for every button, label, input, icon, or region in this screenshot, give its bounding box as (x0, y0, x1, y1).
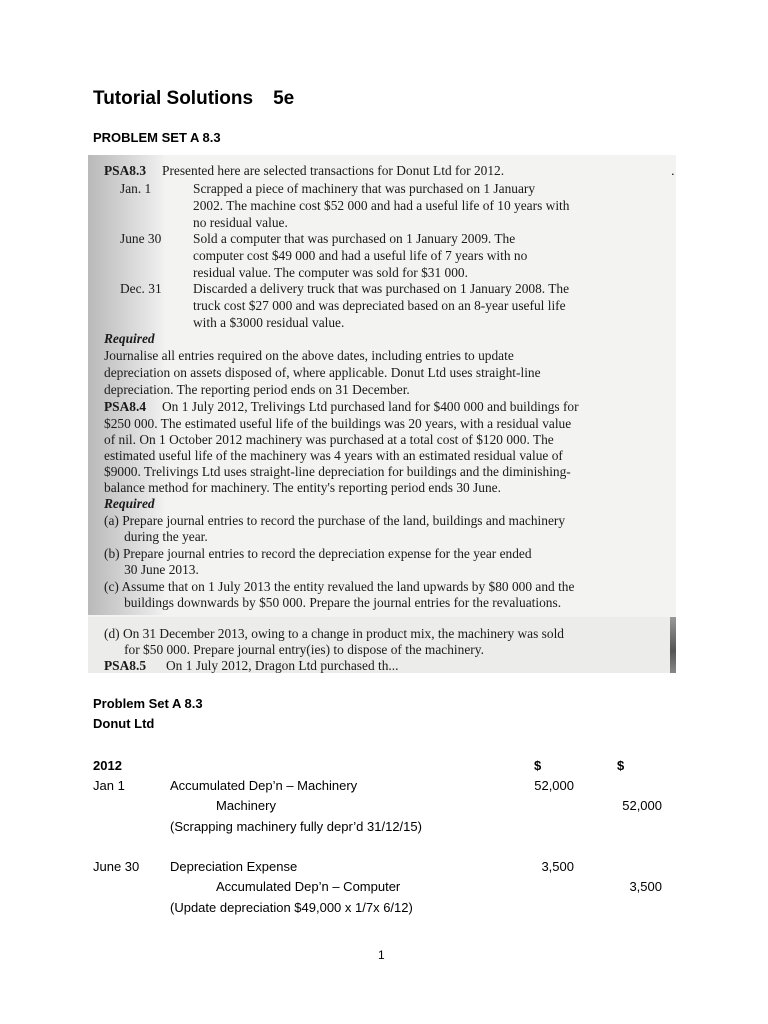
entry-narration: (Update depreciation $49,000 x 1/7x 6/12) (170, 900, 413, 915)
solution-heading: Problem Set A 8.3 (93, 696, 203, 711)
required-1-line: Journalise all entries required on the above dates, including entries to update (104, 348, 514, 363)
entry-credit-account: Machinery (216, 798, 276, 813)
required-2-line: buildings downwards by $50 000. Prepare the journal entries for the revaluations. (104, 595, 562, 610)
debit-column-header: $ (534, 758, 542, 773)
psa84-line: balance method for machinery. The entity's reporting period ends 30 June. (104, 480, 501, 495)
entry-narration: (Scrapping machinery fully depr’d 31/12/15) (170, 819, 422, 834)
required-heading-2: Required (104, 496, 155, 511)
transaction-1-line: 2002. The machine cost $52 000 and had a useful life of 10 years with (193, 198, 570, 213)
transaction-3-line: with a $3000 residual value. (193, 315, 345, 330)
psa84-line: $9000. Trelivings Ltd uses straight-line depreciation for buildings and the diminishing- (104, 464, 571, 479)
document-title: Tutorial Solutions 5e (93, 88, 295, 109)
psa85-label: PSA8.5 (104, 658, 147, 673)
transaction-2-date: June 30 (120, 231, 162, 246)
psa85-text: On 1 July 2012, Dragon Ltd purchased th... (166, 658, 399, 673)
psa84-label: PSA8.4 (104, 399, 147, 414)
page-number: 1 (378, 948, 385, 962)
entry-debit-account: Accumulated Dep’n – Machinery (170, 778, 358, 793)
transaction-2-line: residual value. The computer was sold for $31 000. (193, 265, 468, 280)
transaction-2-line: Sold a computer that was purchased on 1 January 2009. The (193, 231, 516, 246)
required-2-line: (c) Assume that on 1 July 2013 the entity revalued the land upwards by $80 000 and the (104, 579, 575, 594)
psa83-label: PSA8.3 (104, 163, 147, 178)
credit-column-header: $ (617, 758, 625, 773)
company-name: Donut Ltd (93, 716, 155, 731)
part-d-line: for $50 000. Prepare journal entry(ies) to dispose of the machinery. (104, 642, 484, 657)
transaction-1-line: no residual value. (193, 215, 288, 230)
required-2-line: 30 June 2013. (104, 562, 199, 577)
entry-credit-amount: 52,000 (622, 798, 662, 813)
psa84-line: of nil. On 1 October 2012 machinery was purchased at a total cost of $120 000. The (104, 432, 554, 447)
entry-credit-account: Accumulated Dep’n – Computer (216, 879, 401, 894)
scanned-textbook-excerpt (88, 155, 676, 673)
required-2-line: (a) Prepare journal entries to record the purchase of the land, buildings and machinery (104, 513, 566, 528)
psa83-intro: Presented here are selected transactions for Donut Ltd for 2012. (162, 163, 505, 178)
psa84-line: On 1 July 2012, Trelivings Ltd purchased land for $400 000 and buildings for (162, 399, 579, 414)
entry-debit-amount: 52,000 (534, 778, 574, 793)
psa84-line: estimated useful life of the machinery was 4 years with an estimated residual value of (104, 448, 563, 463)
edition-label: 5e (273, 88, 295, 109)
entry-date: June 30 (93, 859, 140, 874)
transaction-3-line: truck cost $27 000 and was depreciated based on an 8-year useful life (193, 298, 566, 313)
transaction-3-line: Discarded a delivery truck that was purchased on 1 January 2008. The (193, 281, 570, 296)
entry-debit-amount: 3,500 (541, 859, 574, 874)
required-1-line: depreciation. The reporting period ends on 31 December. (104, 382, 410, 397)
transaction-2-line: computer cost $49 000 and had a useful life of 7 years with no (193, 248, 528, 263)
stray-mark: . (671, 163, 675, 178)
journal-year: 2012 (93, 758, 122, 773)
transaction-3-date: Dec. 31 (120, 281, 162, 296)
transaction-1-line: Scrapped a piece of machinery that was purchased on 1 January (193, 181, 536, 196)
entry-date: Jan 1 (93, 778, 125, 793)
part-d-line: (d) On 31 December 2013, owing to a change in product mix, the machinery was sold (104, 626, 564, 641)
required-2-line: (b) Prepare journal entries to record the depreciation expense for the year ended (104, 546, 532, 561)
transaction-1-date: Jan. 1 (120, 181, 152, 196)
section-heading: PROBLEM SET A 8.3 (93, 130, 221, 145)
required-1-line: depreciation on assets disposed of, where applicable. Donut Ltd uses straight-line (104, 365, 541, 380)
entry-debit-account: Depreciation Expense (170, 859, 298, 874)
scan-page-edge (670, 617, 676, 673)
psa84-line: $250 000. The estimated useful life of the buildings was 20 years, with a residual value (104, 416, 572, 431)
required-2-line: during the year. (104, 529, 208, 544)
entry-credit-amount: 3,500 (629, 879, 662, 894)
required-heading-1: Required (104, 331, 155, 346)
